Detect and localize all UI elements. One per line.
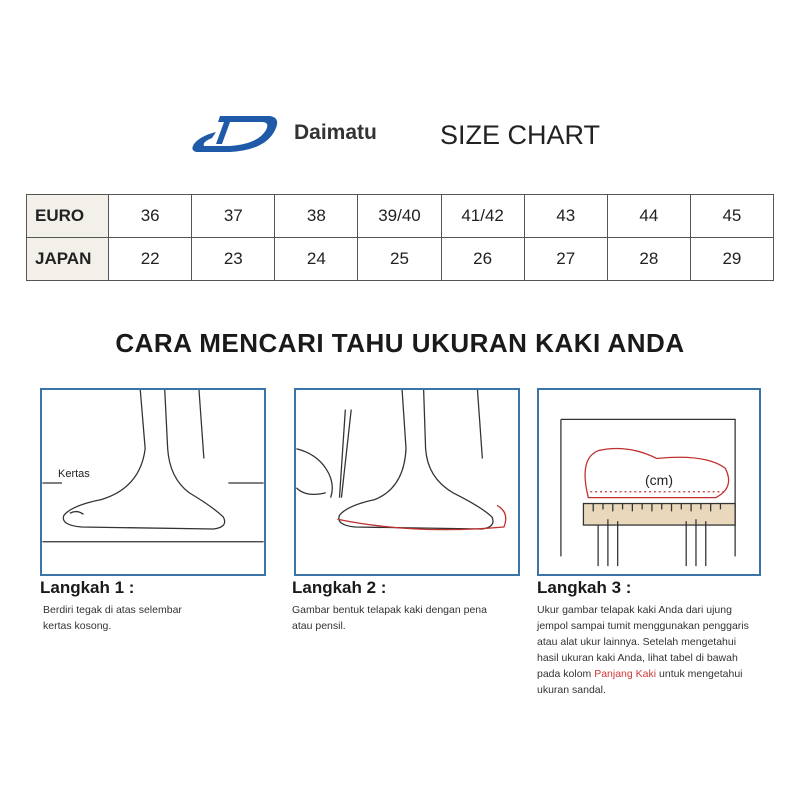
paper-label: Kertas xyxy=(58,468,90,480)
table-cell: 24 xyxy=(275,238,358,281)
step-3-highlight: Panjang Kaki xyxy=(594,668,657,680)
table-cell: 41/42 xyxy=(441,195,524,238)
table-cell: 38 xyxy=(275,195,358,238)
table-cell: 39/40 xyxy=(358,195,441,238)
cm-label: (cm) xyxy=(645,472,673,488)
step-3-text-after: untuk mengetahui ukuran sandal. xyxy=(537,668,743,696)
step-1-heading: Langkah 1 : xyxy=(40,578,135,597)
table-cell: 27 xyxy=(524,238,607,281)
table-cell: 22 xyxy=(109,238,192,281)
table-cell: 23 xyxy=(192,238,275,281)
step-3-heading: Langkah 3 : xyxy=(537,578,632,597)
size-table xyxy=(26,194,774,281)
table-cell: 43 xyxy=(524,195,607,238)
howto-title: CARA MENCARI TAHU UKURAN KAKI ANDA xyxy=(115,328,685,358)
step-2-text: Gambar bentuk telapak kaki dengan pena atau pensil. xyxy=(292,604,487,632)
step-2-illustration xyxy=(294,388,520,576)
table-cell: 45 xyxy=(690,195,773,238)
daimatu-logo xyxy=(190,110,280,156)
table-row-euro xyxy=(27,195,774,238)
step-1-illustration xyxy=(40,388,266,576)
table-row-japan xyxy=(27,238,774,281)
table-cell: 28 xyxy=(607,238,690,281)
table-cell: 36 xyxy=(109,195,192,238)
page-title: SIZE CHART xyxy=(440,120,601,150)
table-cell: 25 xyxy=(358,238,441,281)
step-1-text: Berdiri tegak di atas selembar kertas kosong. xyxy=(43,604,182,632)
row-label: EURO xyxy=(27,195,109,238)
step-2-heading: Langkah 2 : xyxy=(292,578,387,597)
table-cell: 29 xyxy=(690,238,773,281)
step-3-illustration xyxy=(537,388,761,576)
table-cell: 26 xyxy=(441,238,524,281)
brand-name: Daimatu xyxy=(294,121,377,144)
table-cell: 44 xyxy=(607,195,690,238)
step-3-text-before: Ukur gambar telapak kaki Anda dari ujung jempol sampai tumit menggunakan penggaris atau alat ukur lainnya. Setelah mengetahui hasil ukuran kaki Anda, lihat tabel di bawah pada kolom xyxy=(537,604,749,680)
table-cell: 37 xyxy=(192,195,275,238)
step-3-text xyxy=(537,602,752,698)
row-label: JAPAN xyxy=(27,238,109,281)
